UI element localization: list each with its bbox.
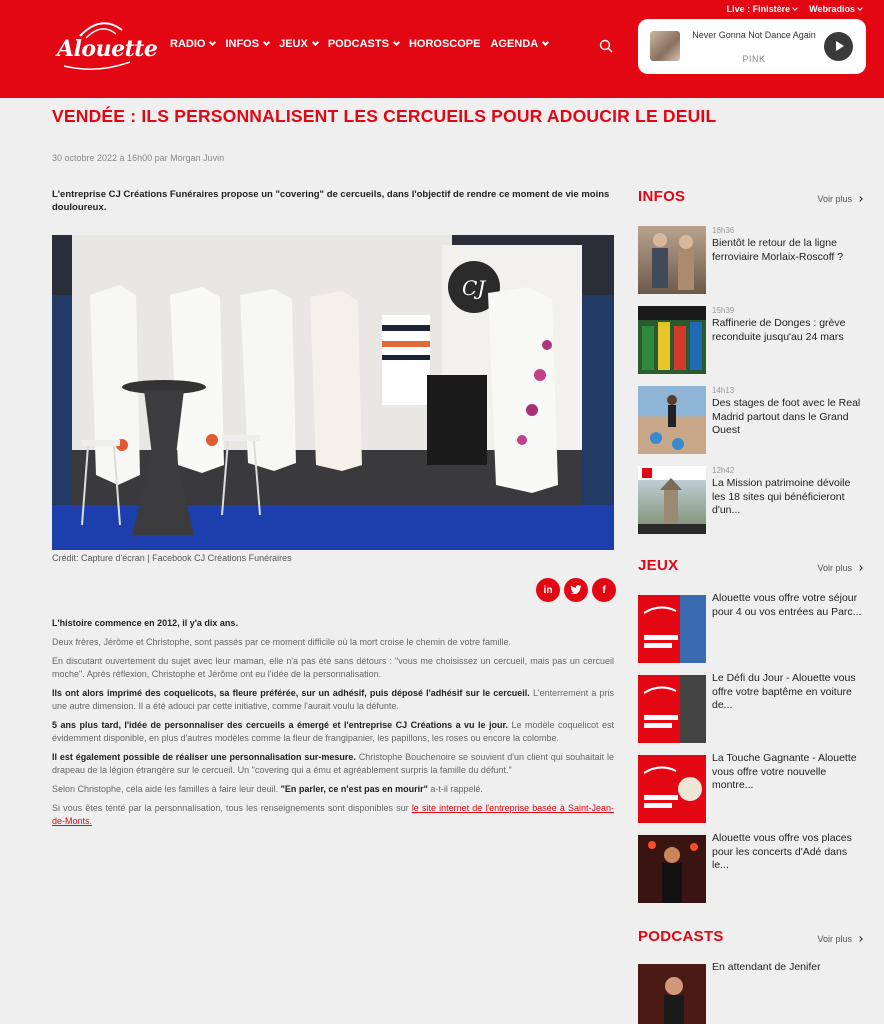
chevron-down-icon [542,39,549,46]
game-thumbnail [638,595,706,663]
people-photo [638,226,706,294]
chevron-down-icon [857,5,863,11]
paragraph: En discutant ouvertement du sujet avec leur maman, elle n'a pas été sans détours : "vous me choisissez un cercueil, mais pas un cercueil moche". Après réflexion, Christophe et Jérôme ont eu l'idée de la personnalisation. [52,656,614,679]
linkedin-icon: in [543,584,553,596]
fuel-nozzles-photo [638,306,706,374]
site-header [0,0,884,98]
nav-horoscope[interactable]: HOROSCOPE [408,38,481,50]
game-item[interactable]: Alouette vous offre votre séjour pour 4 ou vos entrées au Parc... [638,595,866,663]
heritage-photo [638,466,706,534]
podcasts-see-more-link[interactable]: Voir plus [817,934,862,944]
sidebar-jeux [638,557,866,907]
paragraph: L'histoire commence en 2012, il y'a dix ans. [52,618,238,628]
article-lead: L'entreprise CJ Créations Funéraires propose un "covering" de cercueils, dans l'objectif de rendre ce moment de vie moins douloureux. [52,189,610,213]
podcasts-heading: PODCASTS [638,928,724,945]
nav-jeux[interactable]: JEUX [279,38,318,50]
article-body [52,617,614,834]
news-item[interactable]: 15h39 Raffinerie de Donges : grève reconduite jusqu'au 24 mars [638,306,866,374]
image-credit: Crédit: Capture d'écran | Facebook CJ Créations Funéraires [52,553,292,563]
play-button[interactable] [824,32,853,61]
game-item[interactable]: La Touche Gagnante - Alouette vous offre votre nouvelle montre... [638,755,866,823]
webradios-dropdown[interactable]: Webradios [809,4,862,14]
live-region-dropdown[interactable]: Live : Finistère [727,4,798,14]
paragraph: Ils ont alors imprimé des coquelicots, sa fleure préférée, sur un adhésif, puis déposé l'adhésif sur le cercueil. L'enterrement a pris une autre dimension. Il a été adouci par cette initiative, comme l'aurait voulu la défunte. [52,688,614,711]
facebook-icon: f [602,584,606,596]
logo-underline-icon [62,60,132,72]
chevron-down-icon [393,39,400,46]
chevron-right-icon [857,196,863,202]
news-thumbnail [638,386,706,454]
article-title: VENDÉE : ILS PERSONNALISENT LES CERCUEILS POUR ADOUCIR LE DEUIL [52,106,717,126]
chevron-down-icon [792,5,798,11]
top-links [727,4,862,14]
football-photo [638,386,706,454]
alouette-logo-icon [638,675,706,743]
podcast-item[interactable]: En attendant de Jenifer [638,964,866,1024]
linkedin-share-button[interactable] [536,578,560,602]
game-item[interactable]: Alouette vous offre vos places pour les concerts d'Adé dans le... [638,835,866,903]
news-item[interactable]: 16h36 Bientôt le retour de la ligne ferroviaire Morlaix-Roscoff ? [638,226,866,294]
news-thumbnail [638,226,706,294]
nav-podcasts[interactable]: PODCASTS [328,38,399,50]
nav-agenda[interactable]: AGENDA [490,38,548,50]
news-thumbnail [638,466,706,534]
chevron-down-icon [209,39,216,46]
paragraph: Selon Christophe, cela aide les familles à faire leur deuil. "En parler, ce n'est pas en mourir" a-t-il rappelé. [52,784,483,794]
alouette-logo-icon [638,755,706,823]
game-thumbnail [638,755,706,823]
game-thumbnail [638,835,706,903]
singer-photo [638,964,706,1024]
company-website-link[interactable]: le site internet de l'entreprise basée à Saint-Jean-de-Monts. [52,803,615,826]
article-meta: 30 octobre 2022 à 16h00 par Morgan Juvin [52,153,225,163]
main-nav [170,38,548,50]
coffin-stand-photo [52,235,614,550]
twitter-share-button[interactable] [564,578,588,602]
article-hero-image [52,235,614,550]
news-item[interactable]: 14h13 Des stages de foot avec le Real Madrid partout dans le Grand Ouest [638,386,866,454]
site-logo[interactable] [52,16,158,76]
concert-photo [638,835,706,903]
news-thumbnail [638,306,706,374]
podcast-thumbnail [638,964,706,1024]
chevron-right-icon [857,936,863,942]
jeux-see-more-link[interactable]: Voir plus [817,563,862,573]
svg-text:CJ: CJ [462,276,486,300]
chevron-down-icon [263,39,270,46]
track-artist: PINK [742,54,766,64]
paragraph: Il est également possible de réaliser une personnalisation sur-mesure. Christophe Bouchenoire se souvient d'un client qui souhaitait le drapeau de la légion étrangère sur le cercueil. Un "covering qui a ému et agréablement surpris la famille du défunt." [52,752,614,775]
paragraph: 5 ans plus tard, l'idée de personnaliser des cercueils a émergé et l'entreprise CJ Créations a vu le jour. Le modèle coquelicot est évidemment disponible, en plus d'autres modèles comme la fleur de frangipanier, les papillons, les roses ou encore la colombe. [52,720,614,743]
infos-see-more-link[interactable]: Voir plus [817,194,862,204]
facebook-share-button[interactable] [592,578,616,602]
sidebar-podcasts [638,928,866,1024]
search-icon[interactable] [599,39,613,53]
paragraph: Deux frères, Jérôme et Christophe, sont passés par ce moment difficile où la mort croise le chemin de votre famille. [52,637,512,647]
alouette-logo-icon [638,595,706,663]
now-playing-player [638,19,866,74]
twitter-icon [570,585,582,595]
game-item[interactable]: Le Défi du Jour - Alouette vous offre votre baptême en voiture de... [638,675,866,743]
sidebar-infos [638,188,866,538]
logo-text: Alouette [57,36,158,62]
nav-radio[interactable]: RADIO [170,38,215,50]
game-thumbnail [638,675,706,743]
jeux-heading: JEUX [638,557,679,574]
chevron-down-icon [312,39,319,46]
share-buttons [536,578,616,602]
news-item[interactable]: 12h42 La Mission patrimoine dévoile les 18 sites qui bénéficieront d'un... [638,466,866,534]
paragraph: Si vous êtes tenté par la personnalisation, tous les renseignements sont disponibles sur le site internet de l'entreprise basée à Saint-Jean-de-Monts. [52,803,615,826]
infos-heading: INFOS [638,188,686,205]
chevron-right-icon [857,565,863,571]
album-cover [650,31,680,61]
nav-infos[interactable]: INFOS [225,38,269,50]
track-title: Never Gonna Not Dance Again [692,30,816,40]
